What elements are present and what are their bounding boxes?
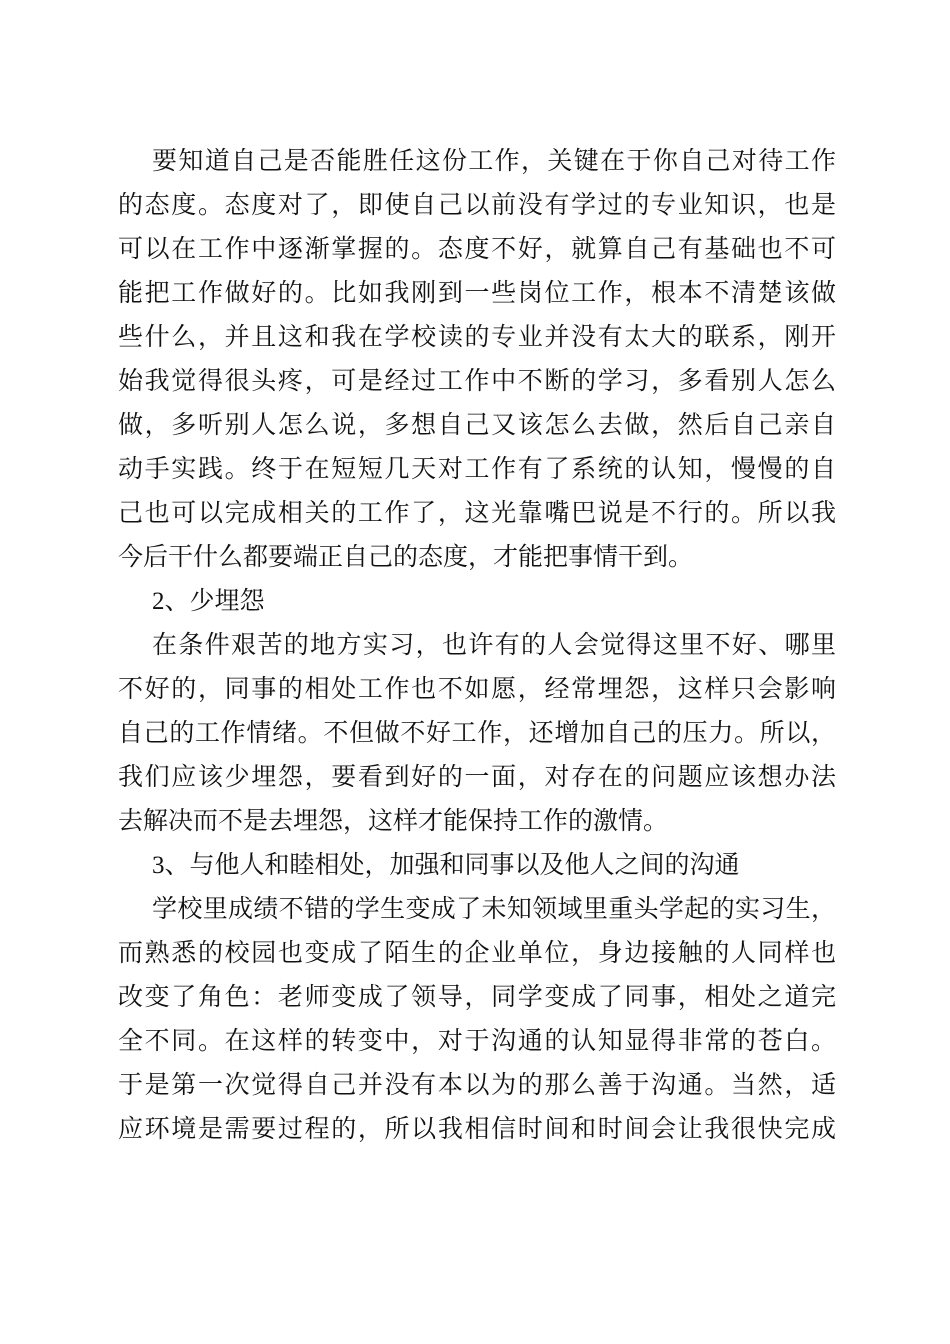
- section-heading: 3、与他人和睦相处，加强和同事以及他人之间的沟通: [152, 852, 740, 879]
- text-line: 自己的工作情绪。不但做不好工作，还增加自己的压力。所以，: [118, 720, 836, 747]
- text-line: 可以在工作中逐渐掌握的。态度不好，就算自己有基础也不可: [118, 236, 836, 263]
- text-line: 要知道自己是否能胜任这份工作，关键在于你自己对待工作: [152, 148, 836, 175]
- text-line: 始我觉得很头疼，可是经过工作中不断的学习，多看别人怎么: [118, 368, 836, 395]
- text-line: 不好的，同事的相处工作也不如愿，经常埋怨，这样只会影响: [118, 676, 836, 703]
- text-line: 在条件艰苦的地方实习，也许有的人会觉得这里不好、哪里: [152, 632, 836, 659]
- text-line: 应环境是需要过程的，所以我相信时间和时间会让我很快完成: [118, 1116, 836, 1143]
- text-line: 全不同。在这样的转变中，对于沟通的认知显得非常的苍白。: [118, 1028, 836, 1055]
- text-line: 于是第一次觉得自己并没有本以为的那么善于沟通。当然，适: [118, 1072, 836, 1099]
- text-line: 些什么，并且这和我在学校读的专业并没有太大的联系，刚开: [118, 324, 836, 351]
- text-line: 学校里成绩不错的学生变成了未知领域里重头学起的实习生，: [152, 896, 836, 923]
- text-line: 今后干什么都要端正自己的态度，才能把事情干到。: [118, 544, 694, 571]
- text-line: 动手实践。终于在短短几天对工作有了系统的认知，慢慢的自: [118, 456, 836, 483]
- document-text-block: [118, 140, 836, 1152]
- text-line: 的态度。态度对了，即使自己以前没有学过的专业知识，也是: [118, 192, 836, 219]
- text-line: 己也可以完成相关的工作了，这光靠嘴巴说是不行的。所以我: [118, 500, 836, 527]
- text-line: 做，多听别人怎么说，多想自己又该怎么去做，然后自己亲自: [118, 412, 836, 439]
- section-heading: 2、少埋怨: [152, 588, 265, 615]
- text-line: 而熟悉的校园也变成了陌生的企业单位，身边接触的人同样也: [118, 940, 836, 967]
- text-line: 能把工作做好的。比如我刚到一些岗位工作，根本不清楚该做: [118, 280, 836, 307]
- text-line: 去解决而不是去埋怨，这样才能保持工作的激情。: [118, 808, 669, 835]
- text-line: 改变了角色：老师变成了领导，同学变成了同事，相处之道完: [118, 984, 836, 1011]
- text-line: 我们应该少埋怨，要看到好的一面，对存在的问题应该想办法: [118, 764, 836, 791]
